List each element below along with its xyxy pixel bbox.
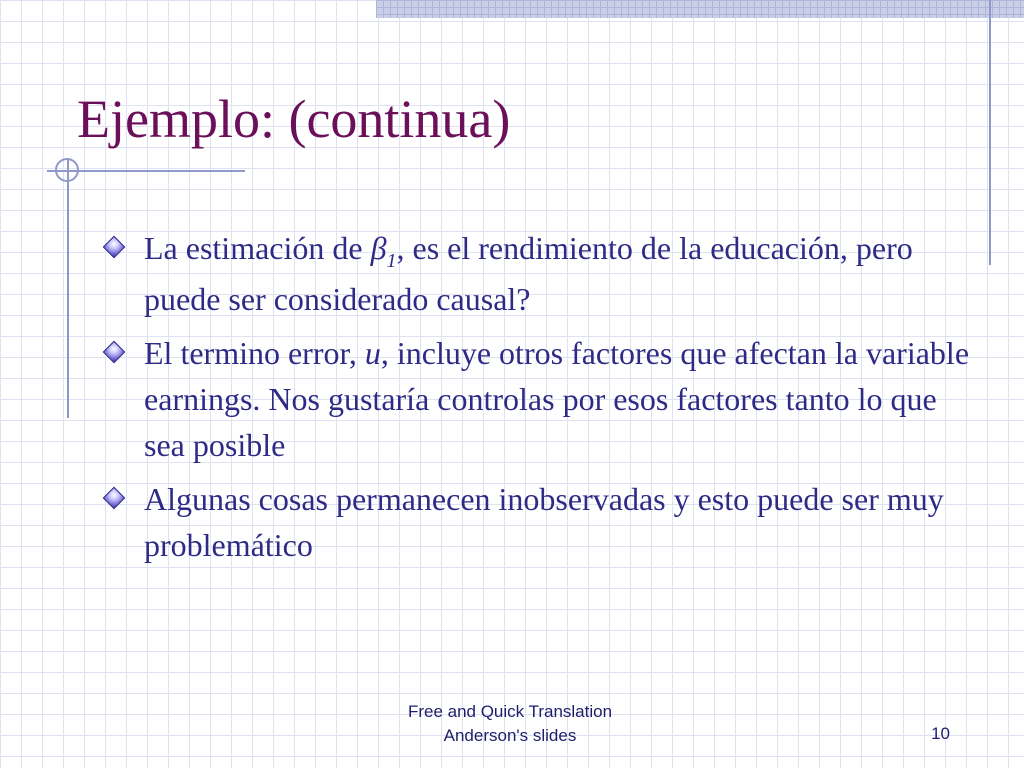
bullet-3-text: Algunas cosas permanecen inobservadas y esto puede ser muy problemático	[144, 481, 944, 563]
bullet-list	[100, 225, 970, 576]
top-decorative-band	[376, 0, 1024, 18]
error-term-variable: u	[364, 335, 381, 371]
right-accent-line	[989, 0, 991, 265]
footer-credit	[360, 700, 660, 748]
bullet-item-2	[100, 330, 970, 468]
left-accent-line	[67, 160, 69, 418]
footer-line-1: Free and Quick Translation	[407, 702, 613, 721]
bullet-1-text-start: La estimación de	[144, 230, 371, 266]
page-number: 10	[931, 724, 950, 743]
beta-subscript: 1	[386, 250, 397, 272]
crosshair-circle	[55, 158, 79, 182]
bullet-item-1	[100, 225, 970, 322]
diamond-bullet-icon	[103, 236, 126, 259]
bullet-item-3	[100, 476, 970, 568]
slide-title: Ejemplo: (continua)	[77, 89, 511, 149]
beta-symbol: β	[370, 230, 387, 266]
diamond-bullet-icon	[103, 487, 126, 510]
diamond-bullet-icon	[103, 341, 126, 364]
bullet-2-text-end: , incluye otros factores que afectan la variable earnings. Nos gustaría controlas por esos factores tanto lo que sea posible	[144, 335, 970, 463]
footer-line-2: Anderson's slides	[443, 726, 577, 745]
bullet-1-text-end: , es el rendimiento de la educación, pero puede ser considerado causal?	[144, 230, 913, 317]
bullet-2-text-start: El termino error,	[144, 335, 365, 371]
